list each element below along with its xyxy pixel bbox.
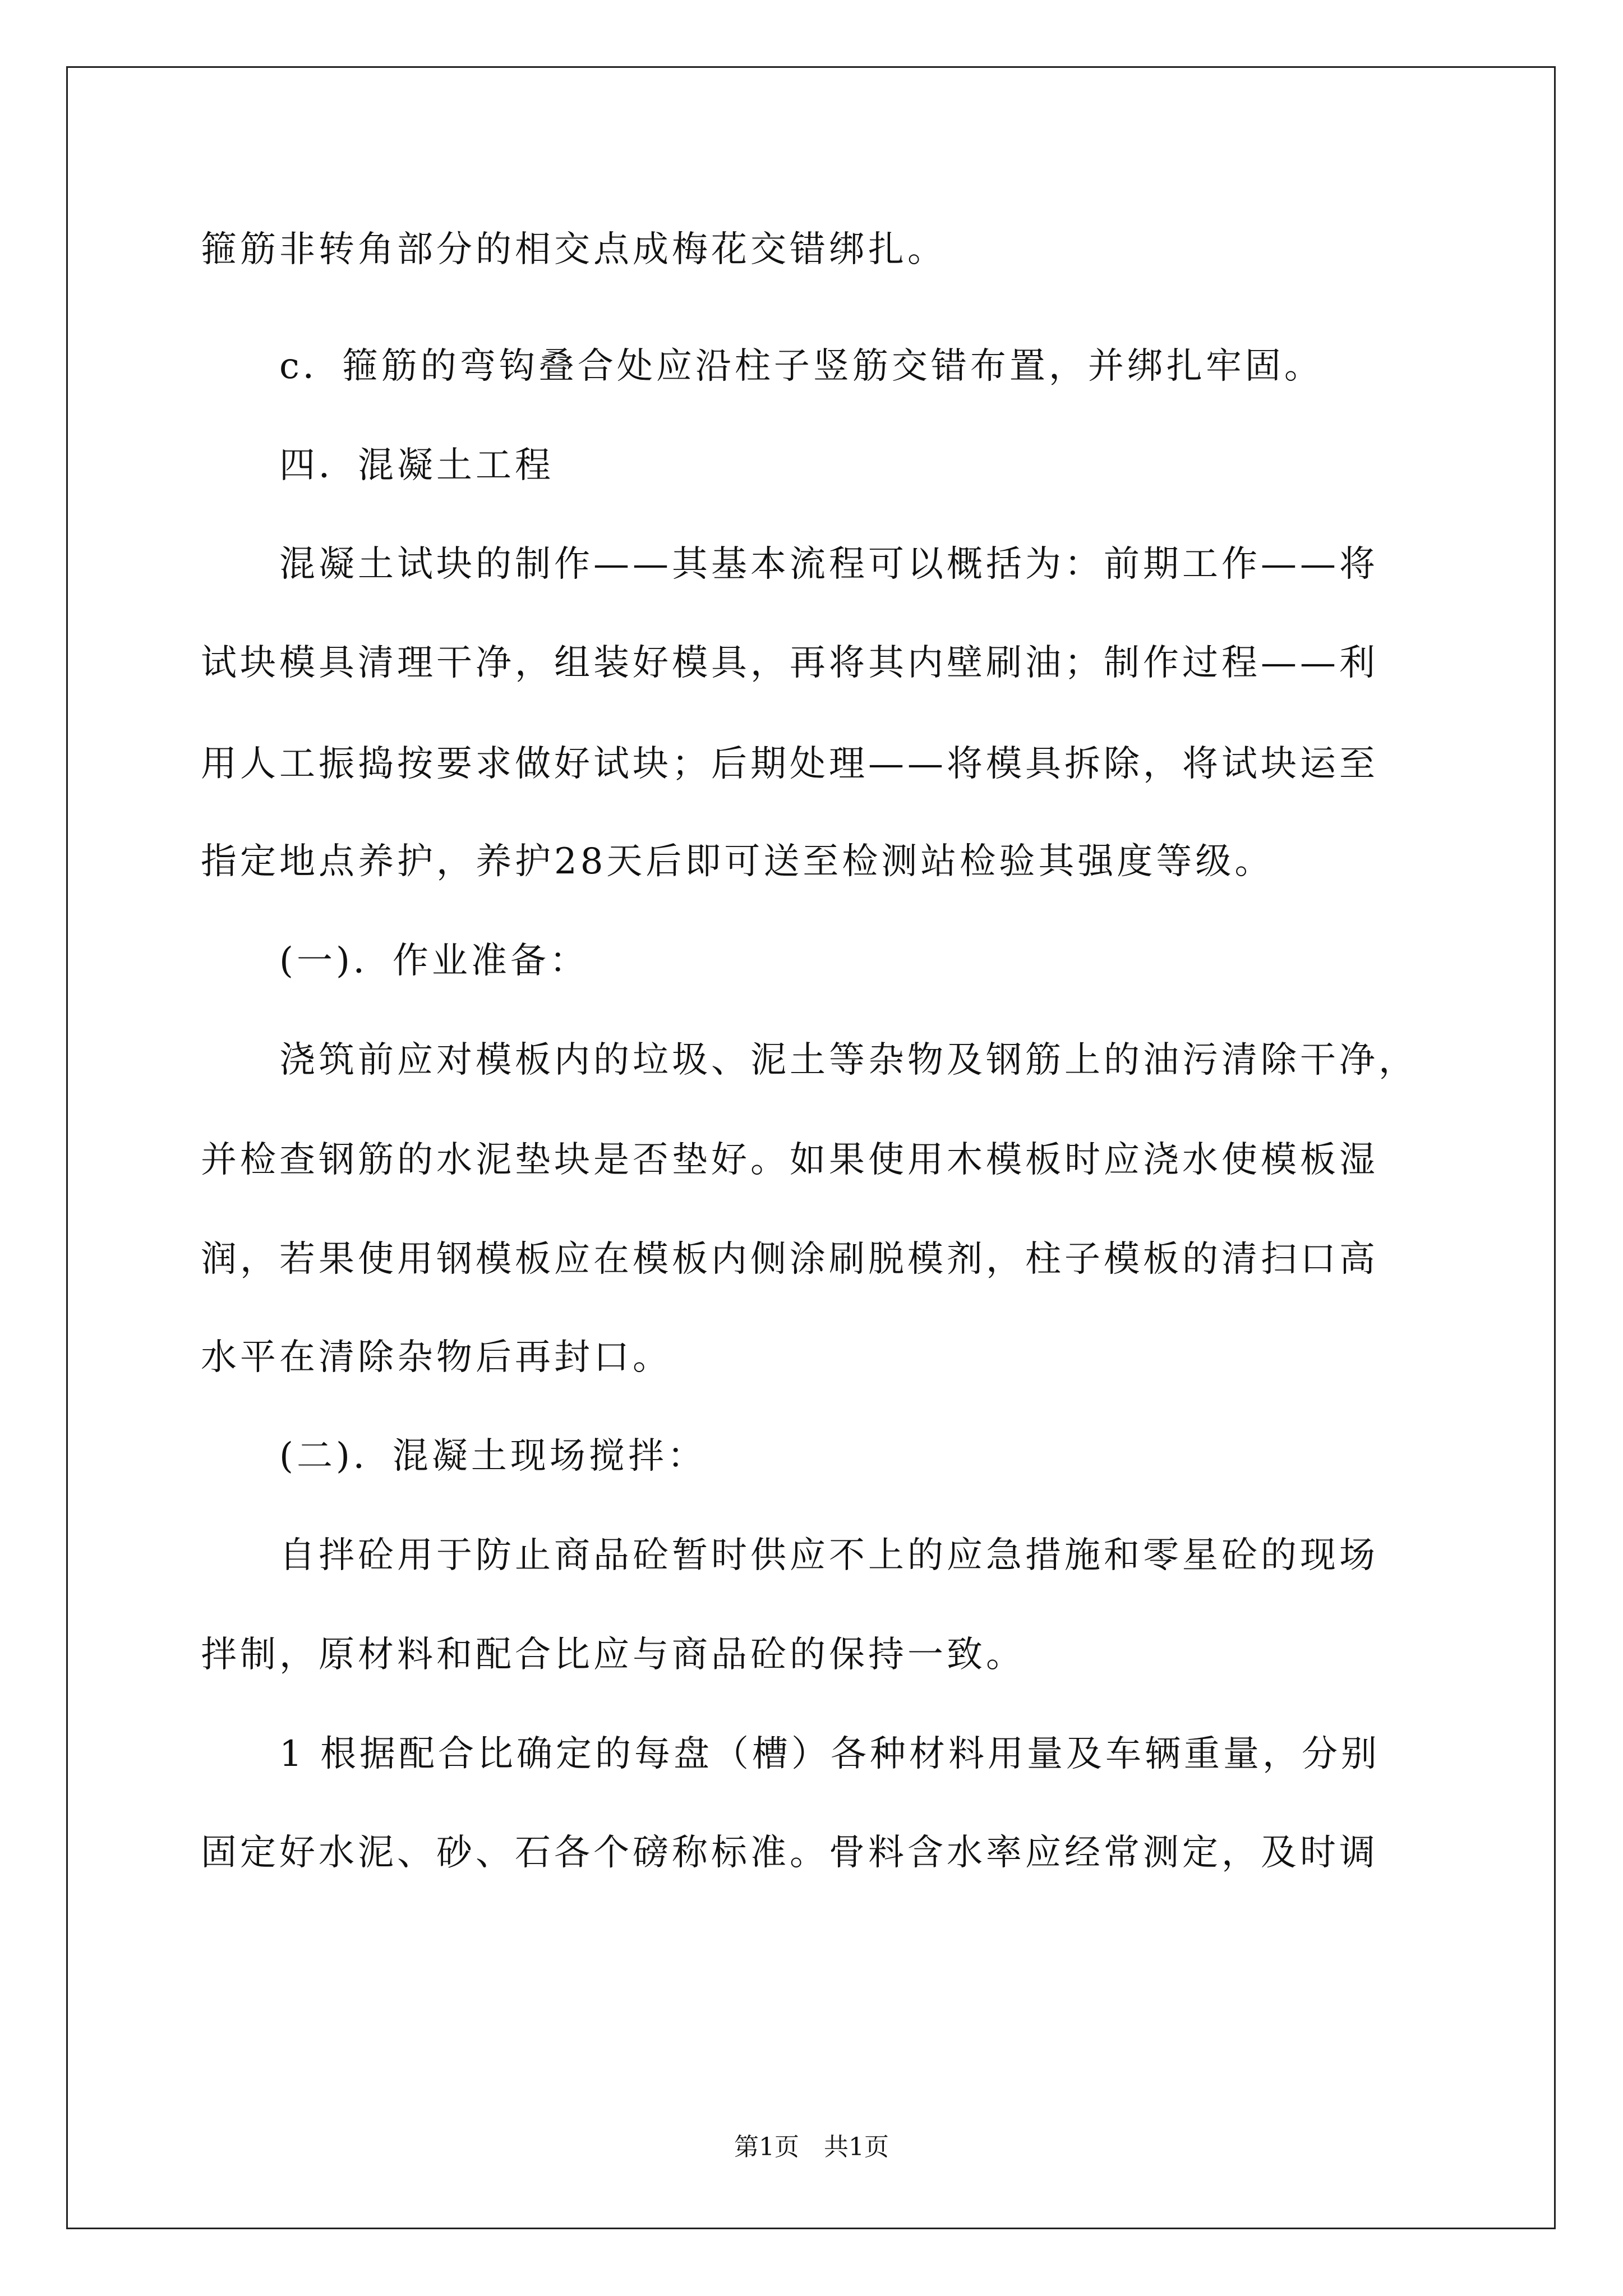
- text-line: 并检查钢筋的水泥垫块是否垫好。如果使用木模板时应浇水使模板湿: [201, 1139, 1378, 1181]
- text-line: 混凝土试块的制作——其基本流程可以概括为：前期工作——将: [279, 544, 1378, 585]
- text-line: 试块模具清理干净，组装好模具，再将其内壁刷油；制作过程——利: [201, 642, 1378, 684]
- text-line: 水平在清除杂物后再封口。: [201, 1337, 672, 1378]
- text-line: 自拌砼用于防止商品砼暂时供应不上的应急措施和零星砼的现场: [279, 1535, 1378, 1576]
- text-line: 箍筋非转角部分的相交点成梅花交错绑扎。: [201, 229, 947, 270]
- text-line: 拌制，原材料和配合比应与商品砼的保持一致。: [201, 1634, 1025, 1676]
- text-line: 指定地点养护，养护28天后即可送至检测站检验其强度等级。: [201, 841, 1274, 882]
- subsection-heading: (二)．混凝土现场搅拌：: [279, 1435, 707, 1477]
- text-line: 浇筑前应对模板内的垃圾、泥土等杂物及钢筋上的油污清除干净，: [279, 1039, 1418, 1081]
- text-line: 固定好水泥、砂、石各个磅称标准。骨料含水率应经常测定，及时调: [201, 1832, 1378, 1874]
- text-line: c．箍筋的弯钩叠合处应沿柱子竖筋交错布置，并绑扎牢固。: [279, 346, 1324, 387]
- text-line: 用人工振捣按要求做好试块；后期处理——将模具拆除，将试块运至: [201, 743, 1378, 785]
- text-line: 润，若果使用钢模板应在模板内侧涂刷脱模剂，柱子模板的清扫口高: [201, 1239, 1378, 1280]
- page-number-footer: 第1页 共1页: [734, 2133, 889, 2161]
- subsection-heading: (一)．作业准备：: [279, 940, 589, 982]
- text-line: 1 根据配合比确定的每盘（槽）各种材料用量及车辆重量，分别: [279, 1733, 1381, 1775]
- section-heading: 四．混凝土工程: [279, 445, 554, 486]
